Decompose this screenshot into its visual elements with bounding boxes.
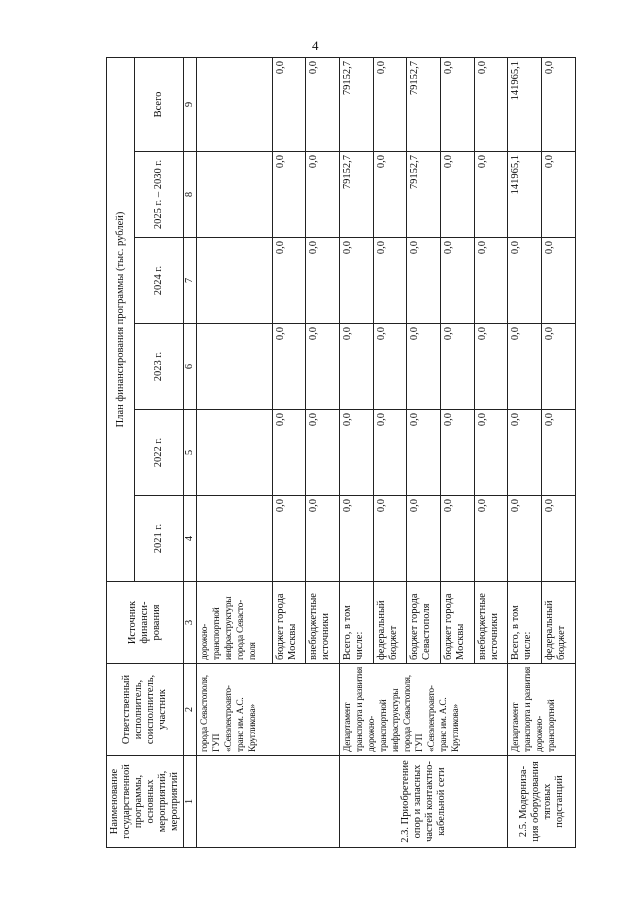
row-value: 0,0 [407, 410, 441, 496]
header-plan: План финансирования программы (тыс. рублей) [107, 57, 135, 581]
row-name [197, 756, 340, 848]
row-value: 0,0 [542, 152, 576, 238]
row-value [197, 57, 273, 151]
index-cell: 7 [184, 238, 197, 324]
row-value: 0,0 [542, 410, 576, 496]
row-value: 0,0 [306, 152, 340, 238]
row-value: 0,0 [373, 324, 407, 410]
row-value: 0,0 [542, 238, 576, 324]
row-value: 0,0 [272, 57, 306, 151]
index-cell: 5 [184, 410, 197, 496]
index-cell: 1 [184, 756, 197, 848]
row-source: Всего, в том числе: [339, 582, 373, 664]
row-value: 0,0 [441, 496, 475, 582]
index-cell: 8 [184, 152, 197, 238]
row-value: 0,0 [339, 410, 373, 496]
row-value: 0,0 [272, 238, 306, 324]
row-name: 2.3. Приобретение опор и запасных частей контактно-кабельной сети [339, 756, 508, 848]
row-source: бюджет города Москвы [441, 582, 475, 664]
header-name: Наименование государственной программы, основных мероприятий, мероприятий [107, 756, 184, 848]
row-source: внебюджетные источники [474, 582, 508, 664]
row-source: бюджет города Москвы [272, 582, 306, 664]
row-value: 0,0 [407, 324, 441, 410]
row-value: 0,0 [508, 496, 542, 582]
row-value: 0,0 [306, 238, 340, 324]
row-value: 0,0 [373, 238, 407, 324]
row-value: 79152,7 [407, 152, 441, 238]
row-value: 0,0 [306, 410, 340, 496]
table-row [508, 57, 542, 847]
row-value: 0,0 [373, 57, 407, 151]
row-value [197, 152, 273, 238]
row-source: бюджет города Севастополя [407, 582, 441, 664]
row-source: внебюджетные источники [306, 582, 340, 664]
header-executor: Ответственный исполнитель, соисполнитель, участник [107, 664, 184, 756]
row-value: 0,0 [339, 324, 373, 410]
column-index-row [184, 57, 197, 847]
header-2021: 2021 г. [135, 496, 184, 582]
row-value: 0,0 [373, 410, 407, 496]
rotated-table-frame [106, 58, 576, 848]
header-2023: 2023 г. [135, 324, 184, 410]
row-value: 0,0 [474, 410, 508, 496]
index-cell: 3 [184, 582, 197, 664]
row-source: Всего, в том числе: [508, 582, 542, 664]
row-value: 0,0 [474, 496, 508, 582]
row-source: федеральный бюджет [542, 582, 576, 664]
row-value: 0,0 [441, 238, 475, 324]
row-source: федеральный бюджет [373, 582, 407, 664]
row-value: 0,0 [407, 496, 441, 582]
row-value: 0,0 [542, 324, 576, 410]
row-value: 141965,1 [508, 152, 542, 238]
row-value: 0,0 [474, 324, 508, 410]
row-value: 0,0 [306, 324, 340, 410]
index-cell: 4 [184, 496, 197, 582]
row-value: 0,0 [306, 496, 340, 582]
row-value: 0,0 [339, 238, 373, 324]
row-value: 0,0 [441, 57, 475, 151]
row-value: 0,0 [441, 324, 475, 410]
header-2024: 2024 г. [135, 238, 184, 324]
row-value: 0,0 [508, 410, 542, 496]
row-executor: Департамент транспорта и развития дорожно-транспортной [508, 664, 576, 756]
row-value: 79152,7 [407, 57, 441, 151]
index-cell: 9 [184, 57, 197, 151]
header-total: Всего [135, 57, 184, 151]
row-value: 0,0 [306, 57, 340, 151]
row-value: 0,0 [441, 410, 475, 496]
row-value: 0,0 [474, 238, 508, 324]
row-executor: Департамент транспорта и развития дорожно-транспортной инфраструктуры города Севастополя, ГУП «Севэлектроавто-транс им. А.С. Кругликова» [339, 664, 508, 756]
row-value [197, 238, 273, 324]
row-value: 0,0 [542, 496, 576, 582]
header-2022: 2022 г. [135, 410, 184, 496]
row-value: 0,0 [474, 57, 508, 151]
row-value: 0,0 [272, 410, 306, 496]
row-value: 0,0 [508, 324, 542, 410]
row-value [197, 496, 273, 582]
row-value: 0,0 [373, 496, 407, 582]
row-value: 79152,7 [339, 152, 373, 238]
row-value: 0,0 [407, 238, 441, 324]
row-source: дорожно-транспортной инфраструктуры города Севасто-поля [197, 582, 273, 664]
table-row [197, 57, 273, 847]
page-number: 4 [312, 38, 319, 53]
index-cell: 2 [184, 664, 197, 756]
financing-table [106, 57, 576, 848]
row-value: 0,0 [272, 152, 306, 238]
row-value: 0,0 [373, 152, 407, 238]
row-value: 0,0 [474, 152, 508, 238]
row-value: 0,0 [272, 324, 306, 410]
row-value [197, 324, 273, 410]
row-value: 0,0 [508, 238, 542, 324]
row-value: 141965,1 [508, 57, 542, 151]
table-row [339, 57, 373, 847]
row-value: 0,0 [542, 57, 576, 151]
header-source: Источник финанси-рования [107, 582, 184, 664]
row-value [197, 410, 273, 496]
header-2025-2030: 2025 г. – 2030 г. [135, 152, 184, 238]
index-cell: 6 [184, 324, 197, 410]
row-value: 0,0 [272, 496, 306, 582]
row-value: 0,0 [339, 496, 373, 582]
row-name: 2.5. Модерниза-ция оборудования тяговых подстанций [508, 756, 576, 848]
row-value: 0,0 [441, 152, 475, 238]
row-value: 79152,7 [339, 57, 373, 151]
row-executor: города Севастополя, ГУП «Севэлектроавто-транс им. А.С. Кругликова» [197, 664, 340, 756]
